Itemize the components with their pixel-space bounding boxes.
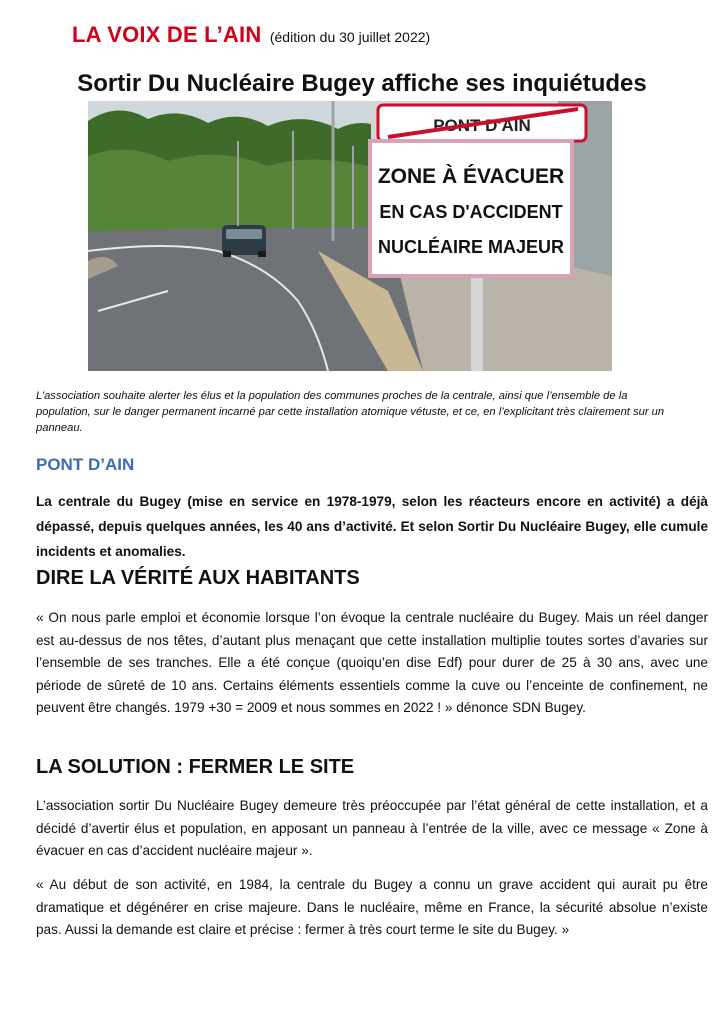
masthead [72,22,430,48]
article-photo [88,101,612,371]
banner-line-3: NUCLÉAIRE MAJEUR [377,237,565,257]
article-kicker: PONT D’AIN [36,455,135,474]
section-title-verite: DIRE LA VÉRITÉ AUX HABITANTS [36,567,360,589]
town-sign-text: PONT D'AIN [433,116,531,135]
photo-caption: L’association souhaite alerter les élus et la population des communes proches de la centrale, ainsi que l’ensemble de la population, sur le danger permanent incarné par cette installation atomique vétuste, et ce, en l’explicitant très clairement sur un panneau. [36,390,665,434]
section-title-solution: LA SOLUTION : FERMER LE SITE [36,756,355,778]
banner-line-2: EN CAS D'ACCIDENT [379,202,563,222]
edition-date: (édition du 30 juillet 2022) [269,29,431,45]
section-paragraph-verite: « On nous parle emploi et économie lorsque l’on évoque la centrale nucléaire du Bugey. Mais un réel danger est au-dessus de nos têtes, d’autant plus menaçant que cette installation multiplie toutes sortes d’avaries sur l’ensemble de ses tranches. Elle a été conçue (quoiqu’en dise Edf) pour durer de 25 à 30 ans, avec une période de sûreté de 10 ans. Certains éléments essentiels comme la cuve ou l’enceinte de confinement, ne peuvent être changés. 1979 +30 = 2009 et nous sommes en 2022 ! » dénonce SDN Bugey. [36,610,708,715]
section-paragraph-solution-2: « Au début de son activité, en 1984, la centrale du Bugey a connu un grave accident qui aurait pu être dramatique et dégénérer en crise majeure. Dans le nucléaire, même en France, la sécurité absolue n’existe pas. Aussi la demande est claire et précise : fermer à très court terme le site du Bugey. » [36,877,708,937]
article-headline: Sortir Du Nucléaire Bugey affiche ses inquiétudes [77,70,647,97]
section-paragraph-solution-1: L’association sortir Du Nucléaire Bugey demeure très préoccupée par l’état général de cette installation, et a décidé d’avertir élus et population, en apposant un panneau à l’entrée de la ville, avec ce message « Zone à évacuer en cas d’accident nucléaire majeur ». [36,798,708,858]
banner-line-1: ZONE À ÉVACUER [377,165,565,188]
article-lead: La centrale du Bugey (mise en service en 1978-1979, selon les réacteurs encore en activité) a déjà dépassé, depuis quelques années, les 40 ans d’activité. Et selon Sortir Du Nucléaire Bugey, elle cumule incidents et anomalies. [36,494,708,559]
photo-illustration [88,101,612,371]
newspaper-name: LA VOIX DE L’AIN [72,22,262,47]
